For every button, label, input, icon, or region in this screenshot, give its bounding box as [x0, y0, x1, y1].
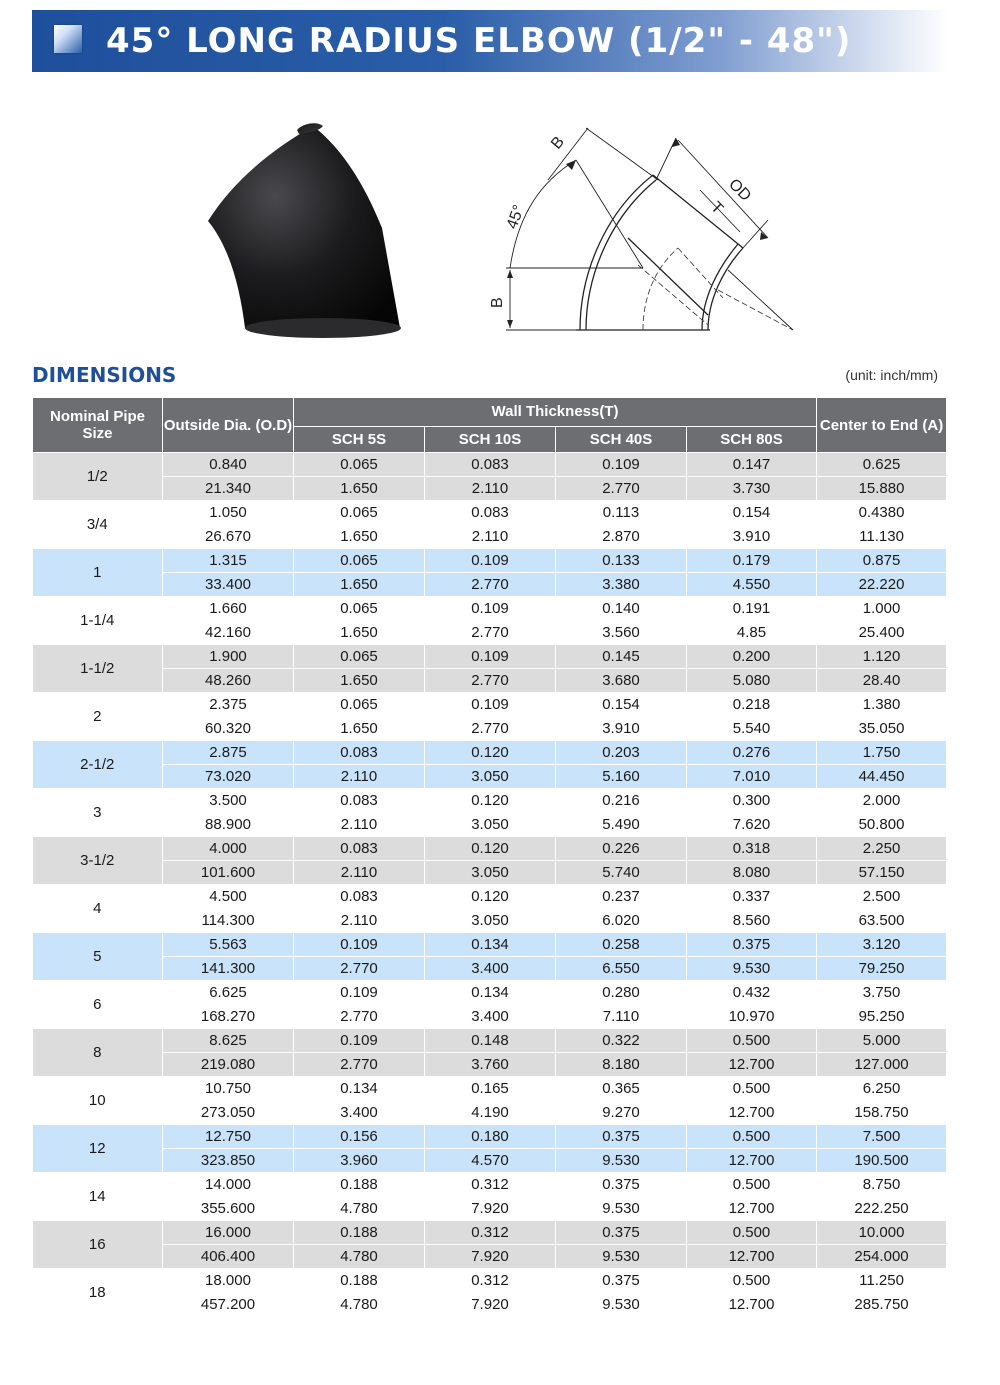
cell-outside-dia-mm: 33.400: [163, 573, 294, 597]
cell-center-to-end-inch: 7.500: [817, 1125, 947, 1149]
cell-sch5s-inch: 0.065: [294, 501, 425, 525]
cell-sch40s-inch: 0.258: [556, 933, 687, 957]
cell-sch80s-mm: 7.010: [687, 765, 817, 789]
cell-sch5s-inch: 0.109: [294, 933, 425, 957]
elbow-dimension-drawing: [478, 120, 798, 345]
cell-outside-dia-inch: 1.315: [163, 549, 294, 573]
cell-sch5s-mm: 2.110: [294, 813, 425, 837]
cell-sch40s-mm: 3.560: [556, 621, 687, 645]
cell-sch10s-mm: 2.770: [425, 717, 556, 741]
cell-sch40s-mm: 9.530: [556, 1293, 687, 1317]
cell-sch80s-inch: 0.500: [687, 1125, 817, 1149]
cell-sch80s-inch: 0.147: [687, 453, 817, 477]
cell-center-to-end-mm: 79.250: [817, 957, 947, 981]
cell-outside-dia-inch: 2.375: [163, 693, 294, 717]
table-row: [33, 837, 947, 861]
cell-outside-dia-inch: 14.000: [163, 1173, 294, 1197]
table-row: [33, 1293, 947, 1317]
cell-sch10s-mm: 3.400: [425, 957, 556, 981]
cell-sch80s-inch: 0.154: [687, 501, 817, 525]
cell-sch40s-mm: 5.160: [556, 765, 687, 789]
cell-outside-dia-mm: 101.600: [163, 861, 294, 885]
cell-center-to-end-mm: 15.880: [817, 477, 947, 501]
cell-sch5s-mm: 4.780: [294, 1245, 425, 1269]
cell-sch40s-mm: 3.910: [556, 717, 687, 741]
header-outside-dia: Outside Dia. (O.D): [163, 398, 294, 453]
cell-sch40s-mm: 2.770: [556, 477, 687, 501]
cell-sch40s-mm: 6.020: [556, 909, 687, 933]
cell-sch5s-inch: 0.109: [294, 981, 425, 1005]
cell-center-to-end-mm: 190.500: [817, 1149, 947, 1173]
cell-outside-dia-mm: 323.850: [163, 1149, 294, 1173]
cell-sch10s-inch: 0.165: [425, 1077, 556, 1101]
header-sch5s: SCH 5S: [294, 426, 425, 452]
label-od: OD: [725, 175, 755, 205]
cell-sch5s-inch: 0.065: [294, 693, 425, 717]
cell-sch5s-mm: 4.780: [294, 1197, 425, 1221]
cell-sch80s-inch: 0.337: [687, 885, 817, 909]
cell-outside-dia-mm: 141.300: [163, 957, 294, 981]
cell-nominal-size: 16: [33, 1221, 163, 1269]
table-row: [33, 693, 947, 717]
title-banner: [32, 10, 948, 72]
cell-outside-dia-mm: 73.020: [163, 765, 294, 789]
cell-center-to-end-mm: 35.050: [817, 717, 947, 741]
cell-sch5s-inch: 0.083: [294, 741, 425, 765]
cell-sch40s-inch: 0.375: [556, 1125, 687, 1149]
cell-sch5s-inch: 0.065: [294, 597, 425, 621]
cell-outside-dia-inch: 2.875: [163, 741, 294, 765]
table-row: [33, 1029, 947, 1053]
cell-sch80s-mm: 4.85: [687, 621, 817, 645]
cell-sch10s-mm: 3.050: [425, 861, 556, 885]
table-row: [33, 981, 947, 1005]
table-row: [33, 1197, 947, 1221]
cell-sch10s-mm: 2.110: [425, 525, 556, 549]
cell-sch10s-mm: 7.920: [425, 1245, 556, 1269]
cell-sch10s-mm: 4.190: [425, 1101, 556, 1125]
cell-sch80s-inch: 0.276: [687, 741, 817, 765]
header-sch80s: SCH 80S: [687, 426, 817, 452]
cell-nominal-size: 10: [33, 1077, 163, 1125]
table-row: [33, 741, 947, 765]
cell-sch40s-mm: 3.380: [556, 573, 687, 597]
cell-sch40s-mm: 9.530: [556, 1149, 687, 1173]
table-row: [33, 621, 947, 645]
cell-sch5s-mm: 2.110: [294, 765, 425, 789]
table-row: [33, 501, 947, 525]
cell-sch10s-mm: 4.570: [425, 1149, 556, 1173]
cell-center-to-end-inch: 0.625: [817, 453, 947, 477]
cell-sch40s-mm: 2.870: [556, 525, 687, 549]
cell-nominal-size: 6: [33, 981, 163, 1029]
cell-sch10s-mm: 7.920: [425, 1293, 556, 1317]
cell-center-to-end-mm: 25.400: [817, 621, 947, 645]
cell-outside-dia-mm: 168.270: [163, 1005, 294, 1029]
cell-sch5s-mm: 2.770: [294, 1053, 425, 1077]
cell-sch40s-inch: 0.365: [556, 1077, 687, 1101]
cell-sch40s-inch: 0.375: [556, 1173, 687, 1197]
cell-outside-dia-mm: 21.340: [163, 477, 294, 501]
cell-sch80s-inch: 0.300: [687, 789, 817, 813]
table-row: [33, 1125, 947, 1149]
table-row: [33, 1173, 947, 1197]
cell-sch40s-inch: 0.375: [556, 1221, 687, 1245]
cell-nominal-size: 14: [33, 1173, 163, 1221]
cell-outside-dia-mm: 60.320: [163, 717, 294, 741]
cell-center-to-end-inch: 1.750: [817, 741, 947, 765]
section-title: DIMENSIONS: [32, 363, 177, 387]
table-body: [33, 453, 947, 1317]
cell-sch10s-mm: 7.920: [425, 1197, 556, 1221]
cell-outside-dia-mm: 26.670: [163, 525, 294, 549]
cell-sch10s-inch: 0.109: [425, 693, 556, 717]
cell-outside-dia-inch: 8.625: [163, 1029, 294, 1053]
elbow-photo: [195, 118, 410, 338]
cell-sch80s-mm: 5.540: [687, 717, 817, 741]
header-sch10s: SCH 10S: [425, 426, 556, 452]
table-row: [33, 477, 947, 501]
cell-center-to-end-mm: 44.450: [817, 765, 947, 789]
cell-sch5s-inch: 0.083: [294, 885, 425, 909]
cell-sch40s-inch: 0.322: [556, 1029, 687, 1053]
cell-sch10s-mm: 3.050: [425, 813, 556, 837]
cell-nominal-size: 3/4: [33, 501, 163, 549]
cell-outside-dia-mm: 88.900: [163, 813, 294, 837]
cell-sch10s-inch: 0.083: [425, 501, 556, 525]
cell-nominal-size: 1/2: [33, 453, 163, 501]
cell-sch40s-inch: 0.140: [556, 597, 687, 621]
cell-sch5s-inch: 0.065: [294, 645, 425, 669]
cell-sch5s-mm: 2.110: [294, 861, 425, 885]
table-row: [33, 1053, 947, 1077]
cell-sch10s-inch: 0.312: [425, 1269, 556, 1293]
header-nominal-size: Nominal Pipe Size: [33, 398, 163, 453]
cell-sch40s-mm: 9.530: [556, 1245, 687, 1269]
cell-sch80s-inch: 0.218: [687, 693, 817, 717]
table-row: [33, 1005, 947, 1029]
cell-sch5s-mm: 4.780: [294, 1293, 425, 1317]
cell-sch80s-inch: 0.500: [687, 1077, 817, 1101]
cell-sch10s-mm: 2.770: [425, 669, 556, 693]
cell-sch80s-inch: 0.318: [687, 837, 817, 861]
cell-outside-dia-inch: 3.500: [163, 789, 294, 813]
cell-sch10s-inch: 0.109: [425, 645, 556, 669]
table-row: [33, 1221, 947, 1245]
dimensions-table: [32, 397, 947, 1317]
cell-sch5s-inch: 0.065: [294, 453, 425, 477]
cell-sch10s-inch: 0.120: [425, 741, 556, 765]
cell-nominal-size: 2: [33, 693, 163, 741]
cell-sch40s-mm: 7.110: [556, 1005, 687, 1029]
table-row: [33, 597, 947, 621]
table-row: [33, 933, 947, 957]
cell-center-to-end-mm: 285.750: [817, 1293, 947, 1317]
cell-sch80s-inch: 0.500: [687, 1221, 817, 1245]
table-row: [33, 525, 947, 549]
cell-sch10s-inch: 0.312: [425, 1173, 556, 1197]
cell-sch80s-mm: 7.620: [687, 813, 817, 837]
cell-center-to-end-inch: 11.250: [817, 1269, 947, 1293]
cell-outside-dia-inch: 4.000: [163, 837, 294, 861]
table-row: [33, 789, 947, 813]
header-center-to-end: Center to End (A): [817, 398, 947, 453]
cell-sch10s-mm: 2.770: [425, 621, 556, 645]
cell-sch10s-mm: 2.770: [425, 573, 556, 597]
label-t: T: [707, 198, 727, 218]
cell-center-to-end-mm: 63.500: [817, 909, 947, 933]
cell-sch10s-inch: 0.312: [425, 1221, 556, 1245]
cell-sch40s-inch: 0.154: [556, 693, 687, 717]
cell-outside-dia-inch: 1.660: [163, 597, 294, 621]
cell-sch10s-inch: 0.120: [425, 789, 556, 813]
cell-sch5s-inch: 0.188: [294, 1221, 425, 1245]
cell-outside-dia-mm: 355.600: [163, 1197, 294, 1221]
cell-sch40s-inch: 0.226: [556, 837, 687, 861]
cell-sch80s-mm: 8.080: [687, 861, 817, 885]
cell-sch80s-mm: 12.700: [687, 1245, 817, 1269]
cell-sch40s-mm: 5.490: [556, 813, 687, 837]
cell-sch10s-mm: 3.050: [425, 909, 556, 933]
table-row: [33, 1077, 947, 1101]
table-row: [33, 909, 947, 933]
cell-sch10s-mm: 2.110: [425, 477, 556, 501]
cell-sch40s-inch: 0.109: [556, 453, 687, 477]
cell-sch5s-mm: 2.770: [294, 957, 425, 981]
cell-outside-dia-mm: 273.050: [163, 1101, 294, 1125]
cell-center-to-end-inch: 8.750: [817, 1173, 947, 1197]
cell-center-to-end-mm: 95.250: [817, 1005, 947, 1029]
cell-center-to-end-inch: 3.750: [817, 981, 947, 1005]
cell-sch5s-mm: 3.400: [294, 1101, 425, 1125]
cell-nominal-size: 18: [33, 1269, 163, 1317]
label-b-top: B: [548, 133, 568, 153]
cell-center-to-end-inch: 3.120: [817, 933, 947, 957]
cell-center-to-end-mm: 50.800: [817, 813, 947, 837]
cell-sch5s-inch: 0.188: [294, 1269, 425, 1293]
banner-square-icon: [54, 25, 82, 53]
cell-outside-dia-inch: 5.563: [163, 933, 294, 957]
cell-outside-dia-inch: 10.750: [163, 1077, 294, 1101]
cell-center-to-end-mm: 158.750: [817, 1101, 947, 1125]
table-row: [33, 765, 947, 789]
cell-outside-dia-mm: 114.300: [163, 909, 294, 933]
cell-center-to-end-inch: 0.875: [817, 549, 947, 573]
cell-sch10s-inch: 0.134: [425, 933, 556, 957]
cell-nominal-size: 5: [33, 933, 163, 981]
cell-outside-dia-mm: 48.260: [163, 669, 294, 693]
cell-nominal-size: 12: [33, 1125, 163, 1173]
cell-center-to-end-mm: 57.150: [817, 861, 947, 885]
table-row: [33, 885, 947, 909]
cell-sch40s-mm: 9.270: [556, 1101, 687, 1125]
cell-sch80s-mm: 12.700: [687, 1053, 817, 1077]
cell-sch40s-mm: 5.740: [556, 861, 687, 885]
cell-center-to-end-mm: 127.000: [817, 1053, 947, 1077]
cell-sch40s-mm: 8.180: [556, 1053, 687, 1077]
cell-sch40s-inch: 0.203: [556, 741, 687, 765]
cell-sch10s-inch: 0.120: [425, 885, 556, 909]
cell-center-to-end-inch: 2.000: [817, 789, 947, 813]
cell-sch40s-inch: 0.237: [556, 885, 687, 909]
cell-nominal-size: 1-1/4: [33, 597, 163, 645]
cell-sch5s-mm: 1.650: [294, 477, 425, 501]
cell-center-to-end-mm: 28.40: [817, 669, 947, 693]
cell-sch80s-inch: 0.200: [687, 645, 817, 669]
cell-sch5s-inch: 0.109: [294, 1029, 425, 1053]
cell-sch5s-inch: 0.083: [294, 837, 425, 861]
table-row: [33, 573, 947, 597]
cell-sch80s-mm: 4.550: [687, 573, 817, 597]
cell-sch5s-inch: 0.134: [294, 1077, 425, 1101]
table-row: [33, 1101, 947, 1125]
cell-sch80s-mm: 12.700: [687, 1293, 817, 1317]
cell-outside-dia-inch: 4.500: [163, 885, 294, 909]
cell-sch80s-mm: 3.910: [687, 525, 817, 549]
cell-nominal-size: 1: [33, 549, 163, 597]
cell-outside-dia-mm: 42.160: [163, 621, 294, 645]
cell-sch80s-inch: 0.500: [687, 1269, 817, 1293]
cell-outside-dia-inch: 1.900: [163, 645, 294, 669]
cell-sch10s-inch: 0.109: [425, 549, 556, 573]
table-row: [33, 861, 947, 885]
cell-sch40s-inch: 0.375: [556, 1269, 687, 1293]
table-row: [33, 957, 947, 981]
cell-sch40s-inch: 0.280: [556, 981, 687, 1005]
table-row: [33, 669, 947, 693]
cell-sch40s-mm: 9.530: [556, 1197, 687, 1221]
cell-center-to-end-inch: 2.500: [817, 885, 947, 909]
cell-nominal-size: 3: [33, 789, 163, 837]
cell-center-to-end-inch: 2.250: [817, 837, 947, 861]
cell-nominal-size: 3-1/2: [33, 837, 163, 885]
cell-center-to-end-inch: 5.000: [817, 1029, 947, 1053]
cell-sch5s-mm: 1.650: [294, 717, 425, 741]
table-row: [33, 1269, 947, 1293]
cell-sch5s-mm: 1.650: [294, 621, 425, 645]
cell-sch80s-inch: 0.500: [687, 1029, 817, 1053]
cell-outside-dia-inch: 16.000: [163, 1221, 294, 1245]
page-title: 45° LONG RADIUS ELBOW (1/2" - 48"): [106, 21, 852, 61]
cell-sch80s-mm: 5.080: [687, 669, 817, 693]
cell-center-to-end-inch: 1.380: [817, 693, 947, 717]
cell-sch10s-inch: 0.083: [425, 453, 556, 477]
cell-sch5s-mm: 3.960: [294, 1149, 425, 1173]
cell-center-to-end-inch: 0.4380: [817, 501, 947, 525]
cell-sch80s-mm: 12.700: [687, 1101, 817, 1125]
cell-nominal-size: 2-1/2: [33, 741, 163, 789]
table-row: [33, 549, 947, 573]
cell-sch80s-mm: 3.730: [687, 477, 817, 501]
cell-sch40s-inch: 0.113: [556, 501, 687, 525]
cell-sch5s-inch: 0.156: [294, 1125, 425, 1149]
cell-sch80s-inch: 0.375: [687, 933, 817, 957]
cell-sch10s-mm: 3.760: [425, 1053, 556, 1077]
cell-sch80s-mm: 12.700: [687, 1149, 817, 1173]
cell-sch40s-mm: 6.550: [556, 957, 687, 981]
cell-sch40s-inch: 0.133: [556, 549, 687, 573]
unit-note: (unit: inch/mm): [845, 367, 938, 383]
table-row: [33, 645, 947, 669]
cell-outside-dia-inch: 1.050: [163, 501, 294, 525]
cell-sch10s-inch: 0.109: [425, 597, 556, 621]
cell-center-to-end-inch: 1.000: [817, 597, 947, 621]
cell-outside-dia-inch: 6.625: [163, 981, 294, 1005]
cell-sch10s-inch: 0.120: [425, 837, 556, 861]
cell-sch5s-inch: 0.188: [294, 1173, 425, 1197]
cell-sch40s-inch: 0.216: [556, 789, 687, 813]
cell-center-to-end-inch: 10.000: [817, 1221, 947, 1245]
cell-sch5s-mm: 2.770: [294, 1005, 425, 1029]
cell-nominal-size: 8: [33, 1029, 163, 1077]
cell-center-to-end-mm: 254.000: [817, 1245, 947, 1269]
cell-outside-dia-inch: 12.750: [163, 1125, 294, 1149]
header-sch40s: SCH 40S: [556, 426, 687, 452]
cell-sch80s-mm: 8.560: [687, 909, 817, 933]
label-b-left: B: [489, 297, 506, 308]
cell-center-to-end-inch: 1.120: [817, 645, 947, 669]
cell-outside-dia-inch: 18.000: [163, 1269, 294, 1293]
cell-sch10s-mm: 3.050: [425, 765, 556, 789]
dimensions-table-wrapper: [32, 397, 946, 1317]
cell-sch80s-mm: 12.700: [687, 1197, 817, 1221]
cell-sch5s-mm: 2.110: [294, 909, 425, 933]
cell-sch10s-inch: 0.148: [425, 1029, 556, 1053]
table-row: [33, 453, 947, 477]
cell-nominal-size: 1-1/2: [33, 645, 163, 693]
cell-sch80s-inch: 0.500: [687, 1173, 817, 1197]
cell-center-to-end-mm: 11.130: [817, 525, 947, 549]
table-row: [33, 1149, 947, 1173]
table-row: [33, 813, 947, 837]
cell-sch10s-inch: 0.134: [425, 981, 556, 1005]
cell-sch10s-inch: 0.180: [425, 1125, 556, 1149]
table-row: [33, 717, 947, 741]
cell-center-to-end-mm: 22.220: [817, 573, 947, 597]
cell-nominal-size: 4: [33, 885, 163, 933]
cell-sch5s-mm: 1.650: [294, 525, 425, 549]
table-row: [33, 1245, 947, 1269]
cell-sch5s-inch: 0.083: [294, 789, 425, 813]
cell-sch80s-inch: 0.191: [687, 597, 817, 621]
cell-sch40s-mm: 3.680: [556, 669, 687, 693]
cell-sch5s-mm: 1.650: [294, 669, 425, 693]
cell-center-to-end-inch: 6.250: [817, 1077, 947, 1101]
cell-center-to-end-mm: 222.250: [817, 1197, 947, 1221]
label-angle: 45°: [503, 202, 529, 232]
cell-sch80s-inch: 0.432: [687, 981, 817, 1005]
cell-outside-dia-mm: 457.200: [163, 1293, 294, 1317]
header-wall-thickness: Wall Thickness(T): [294, 398, 817, 427]
cell-sch80s-mm: 10.970: [687, 1005, 817, 1029]
cell-sch5s-inch: 0.065: [294, 549, 425, 573]
cell-outside-dia-mm: 406.400: [163, 1245, 294, 1269]
cell-outside-dia-inch: 0.840: [163, 453, 294, 477]
cell-sch5s-mm: 1.650: [294, 573, 425, 597]
cell-outside-dia-mm: 219.080: [163, 1053, 294, 1077]
cell-sch80s-mm: 9.530: [687, 957, 817, 981]
cell-sch80s-inch: 0.179: [687, 549, 817, 573]
cell-sch10s-mm: 3.400: [425, 1005, 556, 1029]
cell-sch40s-inch: 0.145: [556, 645, 687, 669]
